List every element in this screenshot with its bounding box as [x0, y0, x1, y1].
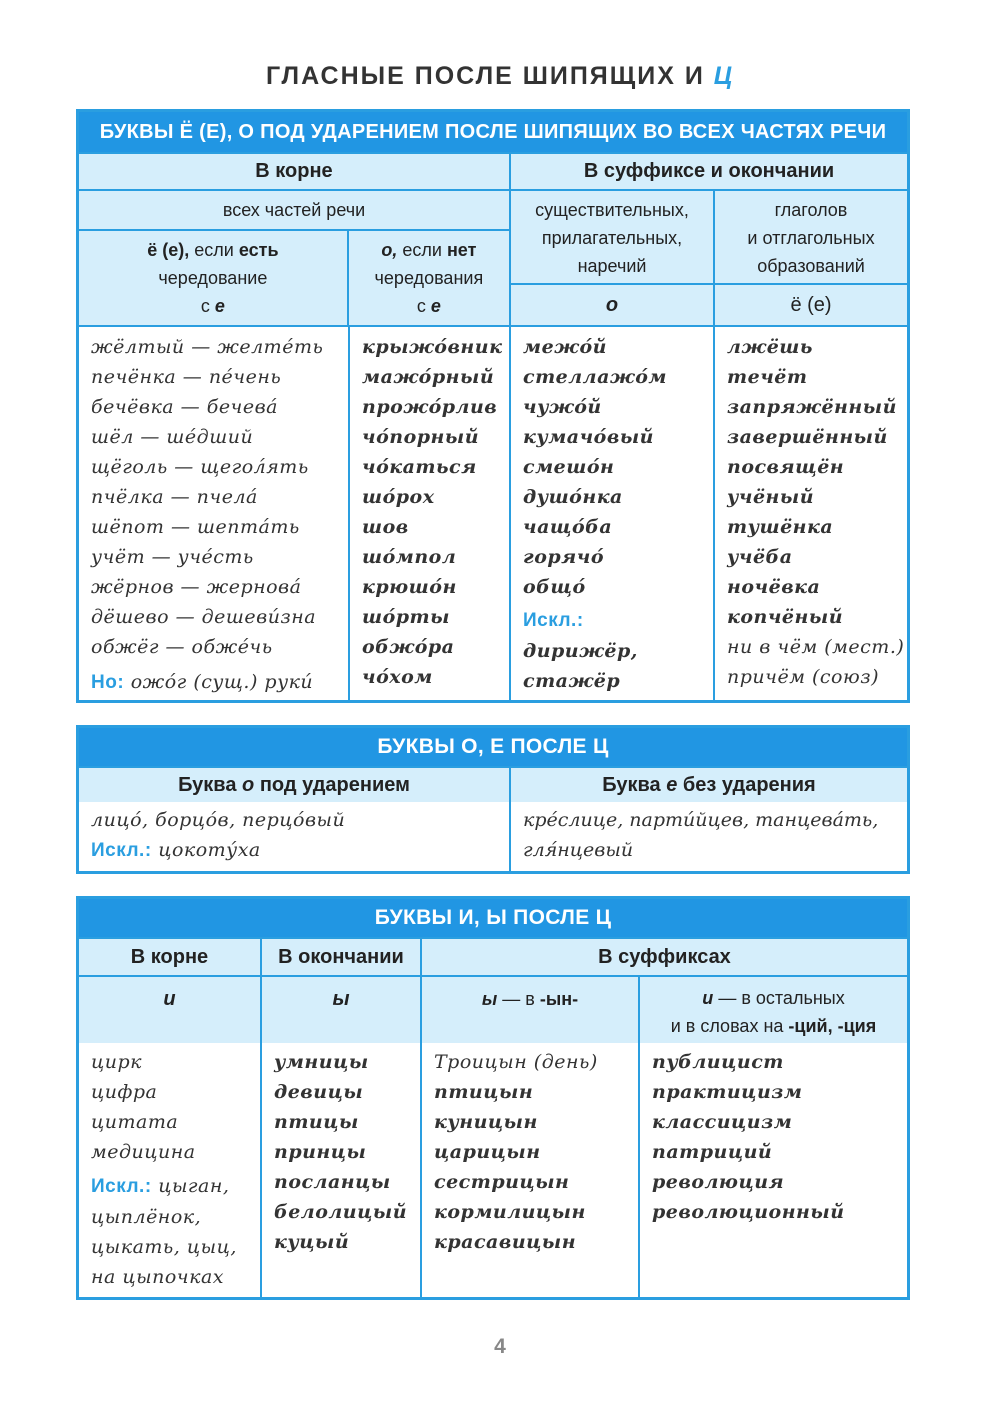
list-item: посланцы [274, 1171, 391, 1193]
list-item: кормилицын [434, 1201, 586, 1223]
list-item: Троицын (день) [434, 1051, 598, 1073]
table-o-e-after-ts [76, 725, 910, 874]
list-item: шёпот — шепта́ть [91, 516, 300, 538]
list-item: цифра [91, 1081, 158, 1103]
list-item: причём (союз) [727, 666, 879, 688]
unstressed-e-header: Буква е без ударения [602, 774, 816, 796]
table-i-y-after-ts [76, 896, 910, 1300]
list-item: куницын [434, 1111, 538, 1133]
list-item: шёл — ше́дший [91, 426, 254, 448]
list-item: цитата [91, 1111, 179, 1133]
list-item: крюшо́н [362, 576, 457, 598]
list-item: общо́ [523, 576, 586, 598]
list-item: межо́й [523, 336, 607, 358]
list-item: стеллажо́м [523, 366, 667, 388]
list-item: смешо́н [523, 456, 615, 478]
list-item: на цыпочках [91, 1266, 224, 1288]
list-item: цыплёнок, [91, 1206, 202, 1228]
list-item: жёлтый — желте́ть [91, 336, 324, 358]
suffixes-header: В суффиксах [598, 946, 731, 968]
nouns-adj-adv-label: существительных, прилагательных, наречий [511, 191, 715, 283]
list-item: щёголь — щегол́ять [91, 456, 309, 478]
list-item: революционный [652, 1201, 845, 1223]
suffix-i-list [640, 1043, 907, 1297]
root-no-alternation-list [350, 327, 511, 702]
list-item: учёный [727, 486, 815, 508]
but-note: Но: ожо́г (сущ.) руки́ [91, 671, 314, 693]
ending-y-list [262, 1043, 422, 1297]
list-item: запряжённый [727, 396, 897, 418]
table-zhsh-header: БУКВЫ Ё (Е), О ПОД УДАРЕНИЕМ ПОСЛЕ ШИПЯЩИХ ВО ВСЕХ ЧАСТЯХ РЕЧИ [79, 112, 907, 152]
list-item: чо́порный [362, 426, 480, 448]
list-item: умницы [274, 1051, 369, 1073]
list-item: лжёшь [727, 336, 813, 358]
list-item: чо́хом [362, 666, 433, 688]
stressed-o-header: Буква о под ударением [79, 768, 511, 802]
title-text: ГЛАСНЫЕ ПОСЛЕ ШИПЯЩИХ И [266, 62, 705, 90]
list-item: принцы [274, 1141, 367, 1163]
list-item: цирк [91, 1051, 143, 1073]
list-item: публицист [652, 1051, 784, 1073]
page-number: 4 [494, 1335, 506, 1358]
stressed-o-list: лицо́, борцо́в, перцо́вый Искл.: цокоту́ха [79, 802, 511, 871]
title-letter: Ц [713, 62, 734, 90]
list-item: медицина [91, 1141, 196, 1163]
list-item: прожо́рлив [362, 396, 498, 418]
list-item: классицизм [652, 1111, 793, 1133]
letter-y-ending: ы [262, 977, 422, 1043]
root-header: В корне [79, 939, 262, 975]
list-item: дирижёр, [523, 640, 638, 662]
letter-o-label: о [511, 285, 715, 325]
list-item: мажо́рный [362, 366, 495, 388]
list-item: сестрицын [434, 1171, 570, 1193]
col-root-header: В корне [79, 154, 511, 189]
list-item: копчёный [727, 606, 844, 628]
list-item: красавицын [434, 1231, 577, 1253]
list-item: посвящён [727, 456, 845, 478]
list-item: девицы [274, 1081, 364, 1103]
list-item: чо́каться [362, 456, 477, 478]
list-item: шо́рты [362, 606, 450, 628]
suffix-yn-label: ы — в -ын- [422, 977, 640, 1043]
table-i-y-header: БУКВЫ И, Ы ПОСЛЕ Ц [79, 899, 907, 937]
page-title [0, 62, 1000, 91]
list-item: крыжо́вник [362, 336, 503, 358]
root-i-list [79, 1043, 262, 1297]
list-item: тушёнка [727, 516, 834, 538]
list-item: птицы [274, 1111, 359, 1133]
ending-header: В окончании [262, 939, 422, 975]
alternation-no-label: о, если нет чередования с е [374, 240, 484, 316]
list-item: шов [362, 516, 409, 538]
list-item: жёрнов — жернова́ [91, 576, 302, 598]
list-item: пчёлка — пчела́ [91, 486, 258, 508]
suffix-yn-list [422, 1043, 640, 1297]
list-item: обжо́ра [362, 636, 455, 658]
list-item: душо́нка [523, 486, 623, 508]
list-item: учёт — уче́сть [91, 546, 254, 568]
alternation-yes-label: ё (е), если есть чередование с е [79, 231, 349, 325]
list-item: завершённый [727, 426, 888, 448]
root-alternation-list [79, 327, 350, 702]
list-item: ни в чём (мест.) [727, 636, 905, 658]
list-item: ночёвка [727, 576, 821, 598]
verbs-label: глаголов и отглагольных образований [747, 200, 875, 276]
list-item: течёт [727, 366, 808, 388]
letter-i-root: и [79, 977, 262, 1043]
table-o-e-header: БУКВЫ О, Е ПОСЛЕ Ц [79, 728, 907, 766]
list-item: куцый [274, 1231, 350, 1253]
list-item: стажёр [523, 670, 621, 692]
list-item: чащо́ба [523, 516, 613, 538]
list-item: царицын [434, 1141, 541, 1163]
suffix-o-list [511, 327, 715, 702]
col-suffix-header: В суффиксе и окончании [583, 160, 835, 182]
list-item: шо́рох [362, 486, 435, 508]
list-item: дёшево — дешеви́зна [91, 606, 317, 628]
suffix-other-label: и — в остальных и в словах на -ций, -ция [670, 988, 877, 1036]
list-item: печёнка — пе́чень [91, 366, 282, 388]
list-item: учёба [727, 546, 793, 568]
table-zhsh [76, 109, 910, 703]
list-item: практицизм [652, 1081, 803, 1103]
all-parts-label: всех частей речи [79, 191, 509, 231]
list-item: птицын [434, 1081, 534, 1103]
exception-note: Искл.: цыган, [91, 1175, 230, 1197]
list-item: кумачо́вый [523, 426, 654, 448]
list-item: патриций [652, 1141, 773, 1163]
unstressed-e-list: кре́слице, парти́йцев, танцева́ть, гля́нцевый [523, 809, 879, 861]
exception-label: Искл.: [523, 610, 584, 631]
list-item: шо́мпол [362, 546, 457, 568]
list-item: горячо́ [523, 546, 605, 568]
suffix-yo-list [715, 327, 907, 702]
list-item: бечёвка — бечева́ [91, 396, 279, 418]
exception-note: Искл.: цокоту́ха [91, 839, 261, 861]
list-item: белолицый [274, 1201, 408, 1223]
list-item: цыкать, цыц, [91, 1236, 237, 1258]
list-item: обжёг — обже́чь [91, 636, 273, 658]
list-item: революция [652, 1171, 785, 1193]
letter-yo-label: ё (е) [790, 294, 832, 316]
list-item: чужо́й [523, 396, 602, 418]
